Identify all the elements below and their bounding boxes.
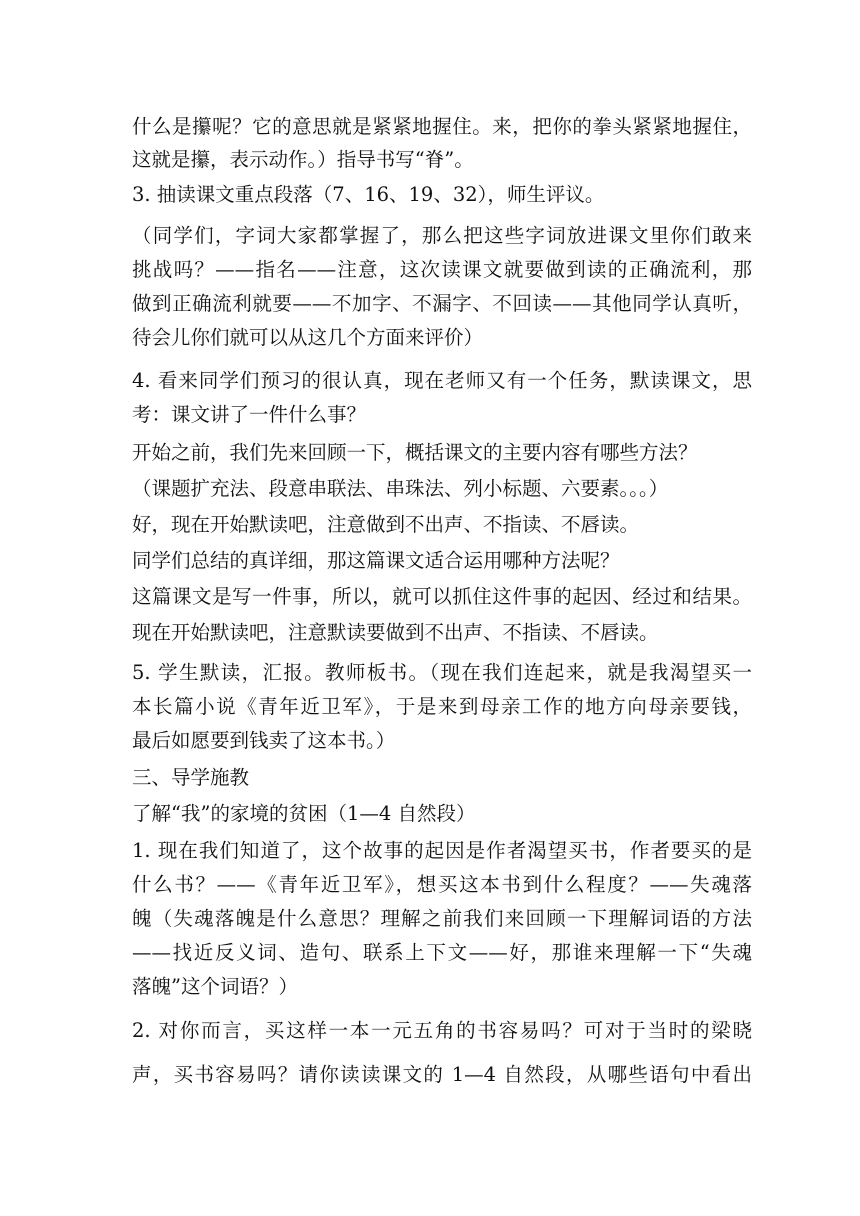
text-line-4: （同学们，字词大家都掌握了，那么把这些字词放进课文里你们敢来 bbox=[132, 224, 752, 247]
subsection-heading: 了解“我”的家境的贫困（1—4 自然段） bbox=[132, 802, 476, 825]
text-line-17: 本长篇小说《青年近卫军》，于是来到母亲工作的地方向母亲要钱， bbox=[132, 695, 752, 718]
text-line-27: 声，买书容易吗？请你读读课文的 1—4 自然段，从哪些语句中看出 bbox=[132, 1063, 752, 1086]
text-line-10: 开始之前，我们先来回顾一下，概括课文的主要内容有哪些方法？ bbox=[132, 441, 698, 464]
text-line-21: 1. 现在我们知道了，这个故事的起因是作者渴望买书，作者要买的是 bbox=[132, 839, 752, 862]
section-heading: 三、导学施教 bbox=[132, 766, 250, 789]
text-line-9: 考：课文讲了一件什么事？ bbox=[132, 403, 367, 426]
text-line-2: 这就是攥，表示动作。）指导书写“脊”。 bbox=[132, 148, 474, 171]
text-line-13: 同学们总结的真详细，那这篇课文适合运用哪种方法呢？ bbox=[132, 549, 620, 572]
text-line-7: 待会儿你们就可以从这几个方面来评价） bbox=[132, 326, 484, 349]
text-line-11: （课题扩充法、段意串联法、串珠法、列小标题、六要素。。。） bbox=[132, 477, 669, 500]
text-line-6: 做到正确流利就要——不加字、不漏字、不回读——其他同学认真听， bbox=[132, 292, 752, 315]
text-line-26: 2. 对你而言，买这样一本一元五角的书容易吗？可对于当时的梁晓 bbox=[132, 1019, 752, 1042]
text-line-18: 最后如愿要到钱卖了这本书。） bbox=[132, 729, 396, 752]
text-line-22: 什么书？——《青年近卫军》，想买这本书到什么程度？——失魂落 bbox=[132, 873, 752, 896]
text-line-16: 5. 学生默读，汇报。教师板书。（现在我们连起来，就是我渴望买一 bbox=[132, 661, 752, 684]
text-line-25: 落魄”这个词语？） bbox=[132, 975, 298, 998]
text-line-5: 挑战吗？——指名——注意，这次读课文就要做到读的正确流利，那 bbox=[132, 258, 752, 281]
text-line-15: 现在开始默读吧，注意默读要做到不出声、不指读、不唇读。 bbox=[132, 621, 659, 644]
text-line-8: 4. 看来同学们预习的很认真，现在老师又有一个任务，默读课文，思 bbox=[132, 369, 752, 392]
text-line-14: 这篇课文是写一件事，所以，就可以抓住这件事的起因、经过和结果。 bbox=[132, 585, 752, 608]
text-line-24: ——找近反义词、造句、联系上下文——好，那谁来理解一下“失魂 bbox=[132, 941, 752, 964]
text-line-3: 3. 抽读课文重点段落（7、16、19、32），师生评议。 bbox=[132, 183, 605, 206]
text-line-23: 魄（失魂落魄是什么意思？理解之前我们来回顾一下理解词语的方法 bbox=[132, 907, 752, 930]
text-line-1: 什么是攥呢？它的意思就是紧紧地握住。来，把你的拳头紧紧地握住， bbox=[132, 115, 752, 138]
text-line-12: 好，现在开始默读吧，注意做到不出声、不指读、不唇读。 bbox=[132, 513, 640, 536]
